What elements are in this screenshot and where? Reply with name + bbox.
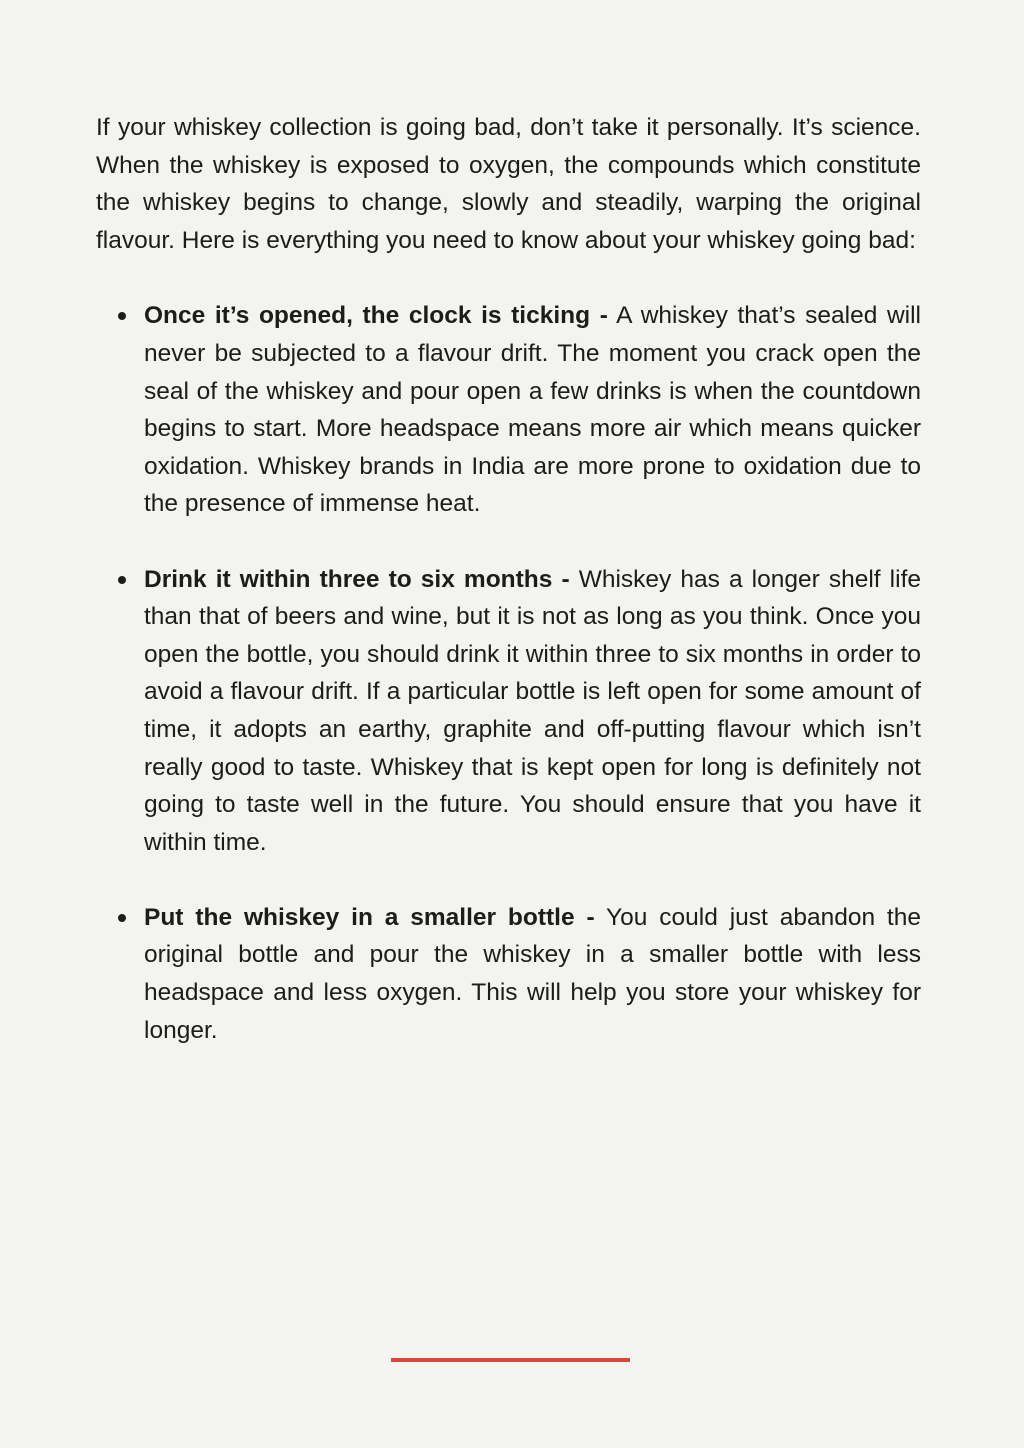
list-item bbox=[96, 899, 921, 1049]
footer-divider bbox=[391, 1358, 630, 1362]
bullet-icon bbox=[118, 914, 126, 922]
bullet-icon bbox=[118, 312, 126, 320]
list-item bbox=[96, 297, 921, 523]
list-item bbox=[96, 561, 921, 862]
bullet-heading: Put the whiskey in a smaller bottle - bbox=[144, 903, 595, 931]
tips-list bbox=[96, 297, 921, 1049]
bullet-body: Whiskey has a longer shelf life than that of beers and wine, but it is not as long as you think. Once you open the bottle, you should drink it within three to six months in order to avoid a flavour drift. If a particular bottle is left open for some amount of time, it adopts an earthy, graphite and off-putting flavour which isn’t really good to taste. Whiskey that is kept open for long is definitely not going to taste well in the future. You should ensure that you have it within time. bbox=[144, 565, 921, 856]
intro-paragraph: If your whiskey collection is going bad, don’t take it personally. It’s science. When the whiskey is exposed to oxygen, the compounds which constitute the whiskey begins to change, slowly and steadily, warping the original flavour. Here is everything you need to know about your whiskey going bad: bbox=[96, 114, 921, 254]
bullet-body: You could just abandon the original bottle and pour the whiskey in a smaller bottle with less headspace and less oxygen. This will help you store your whiskey for longer. bbox=[144, 903, 921, 1044]
bullet-heading: Drink it within three to six months - bbox=[144, 565, 570, 593]
bullet-heading: Once it’s opened, the clock is ticking - bbox=[144, 302, 608, 330]
document-body bbox=[96, 109, 921, 1087]
bullet-body: A whiskey that’s sealed will never be subjected to a flavour drift. The moment you crack open the seal of the whiskey and pour open a few drinks is when the countdown begins to start. More headspace means more air which means quicker oxidation. Whiskey brands in India are more prone to oxidation due to the presence of immense heat. bbox=[144, 302, 921, 518]
bullet-icon bbox=[118, 576, 126, 584]
